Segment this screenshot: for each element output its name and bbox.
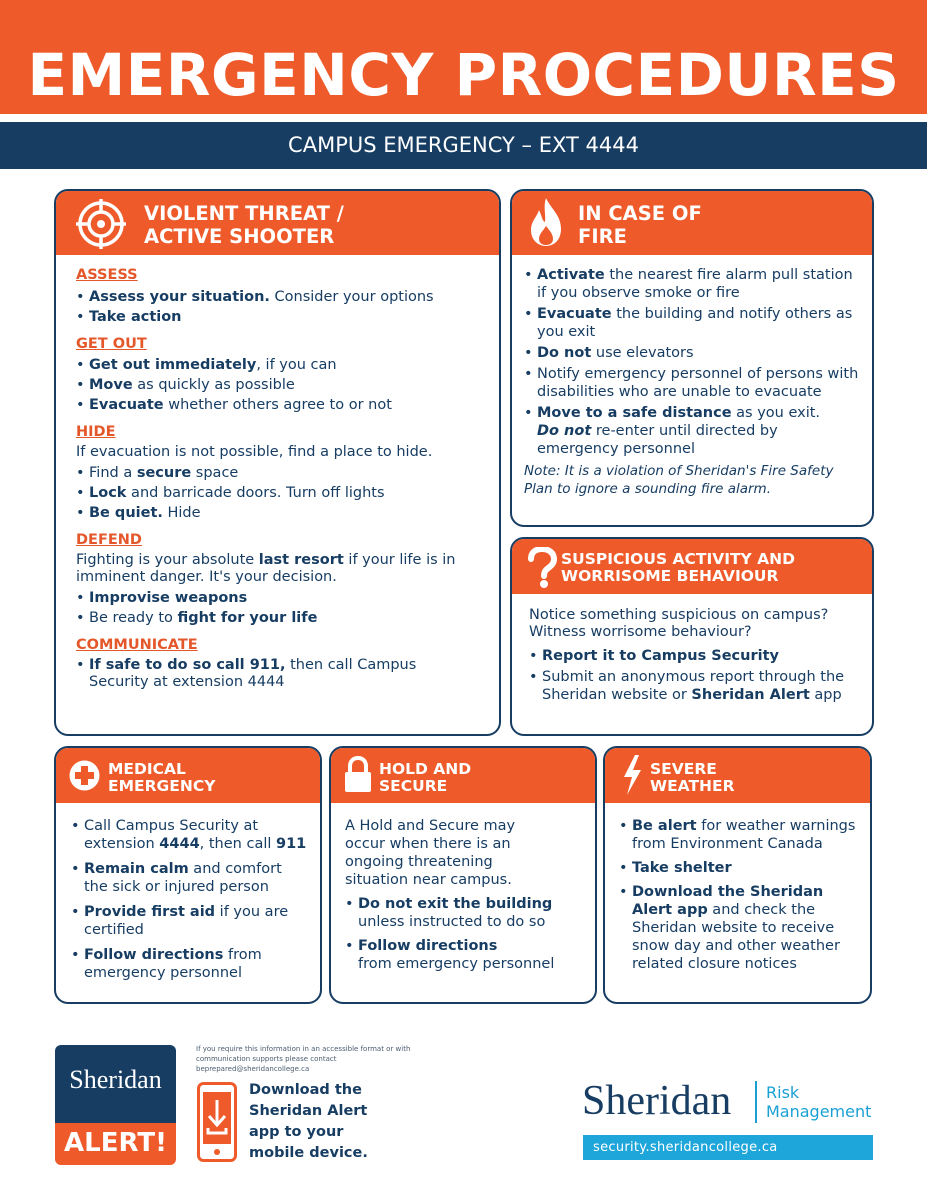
suspicious-title: SUSPICIOUS ACTIVITY AND WORRISOME BEHAVIOUR — [561, 550, 796, 585]
padlock-icon — [344, 756, 372, 794]
list-item: • Be quiet. Hide — [76, 504, 479, 522]
list-item: • Do not exit the building unless instructed to do so — [345, 895, 585, 931]
list-item: • Evacuate the building and notify others as you exit — [524, 305, 860, 341]
hide-heading: HIDE — [76, 424, 116, 440]
medical-cross-icon — [68, 759, 101, 792]
list-item: • Improvise weapons — [76, 589, 479, 607]
fire-note: Note: It is a violation of Sheridan's Fire Safety Plan to ignore a sounding fire alarm. — [524, 463, 834, 497]
page-title: EMERGENCY PROCEDURES — [27, 41, 900, 109]
security-website-link[interactable]: security.sheridancollege.ca — [593, 1140, 778, 1155]
list-item: • Find a secure space — [76, 464, 479, 482]
list-item: • Move to a safe distance as you exit. Do not re-enter until directed by emergency personnel — [524, 404, 860, 458]
hide-intro: If evacuation is not possible, find a place to hide. — [76, 444, 433, 460]
list-item: • Take shelter — [619, 859, 860, 877]
medical-title: MEDICAL EMERGENCY — [108, 760, 216, 795]
communicate-heading: COMMUNICATE — [76, 637, 198, 653]
severe-weather-title: SEVERE WEATHER — [650, 760, 735, 795]
fire-body — [512, 266, 872, 498]
medical-card — [54, 746, 322, 1004]
list-item: • Notify emergency personnel of persons with disabilities who are unable to evacuate — [524, 365, 860, 401]
list-item: • Be ready to fight for your life — [76, 609, 479, 627]
list-item: • Evacuate whether others agree to or not — [76, 396, 479, 414]
list-item: • If safe to do so call 911, then call Campus Security at extension 4444 — [76, 657, 479, 691]
severe-weather-header — [605, 748, 870, 803]
fire-title: IN CASE OF FIRE — [578, 202, 702, 248]
severe-weather-body — [605, 817, 870, 976]
defend-heading: DEFEND — [76, 532, 142, 548]
list-item: • Assess your situation. Consider your options — [76, 288, 479, 306]
hold-secure-intro: A Hold and Secure may occur when there is an ongoing threatening situation near campus. — [345, 818, 516, 888]
hold-secure-title: HOLD AND SECURE — [379, 760, 472, 795]
download-app-text: Download the Sheridan Alert app to your mobile device. — [249, 1082, 368, 1161]
list-item: • Call Campus Security at extension 4444, then call 911 — [71, 817, 310, 853]
assess-heading: ASSESS — [76, 267, 138, 283]
list-item: • Provide first aid if you are certified — [71, 903, 310, 939]
lightning-bolt-icon — [621, 754, 643, 796]
list-item: • Take action — [76, 308, 479, 326]
list-item: • Get out immediately, if you can — [76, 356, 479, 374]
flame-icon — [529, 196, 563, 248]
suspicious-body — [512, 607, 872, 707]
list-item: • Activate the nearest fire alarm pull station if you observe smoke or fire — [524, 266, 860, 302]
list-item: • Follow directions from emergency personnel — [71, 946, 310, 982]
list-item: • Move as quickly as possible — [76, 376, 479, 394]
list-item: • Do not use elevators — [524, 344, 860, 362]
risk-management-label: Risk Management — [766, 1083, 872, 1121]
list-item: • Be alert for weather warnings from Environment Canada — [619, 817, 860, 853]
crosshair-icon — [76, 199, 126, 249]
list-item: • Follow directions from emergency personnel — [345, 937, 585, 973]
phone-download-icon — [197, 1082, 237, 1162]
violent-threat-body — [56, 266, 499, 691]
severe-weather-card — [603, 746, 872, 1004]
emergency-extension: CAMPUS EMERGENCY – EXT 4444 — [288, 133, 639, 157]
fire-card — [510, 189, 874, 527]
logo-sheridan-text: Sheridan — [69, 1065, 162, 1094]
suspicious-card — [510, 537, 874, 736]
suspicious-intro: Notice something suspicious on campus? Witness worrisome behaviour? — [529, 607, 829, 640]
hold-secure-body — [331, 817, 595, 976]
list-item: • Download the Sheridan Alert app and check the Sheridan website to receive snow day and other weather related closure notices — [619, 883, 860, 973]
brand-divider — [755, 1081, 757, 1123]
sheridan-brand-name: Sheridan — [582, 1078, 732, 1124]
accessibility-notice: If you require this information in an accessible format or with communication supports please contact beprepared@sheridancollege.ca — [196, 1045, 411, 1073]
violent-threat-title: VIOLENT THREAT / ACTIVE SHOOTER — [144, 202, 344, 248]
defend-intro: Fighting is your absolute last resort if your life is in imminent danger. It's your decision. — [76, 552, 456, 585]
question-mark-icon — [526, 547, 558, 589]
hold-secure-card — [329, 746, 597, 1004]
violent-threat-card — [54, 189, 501, 736]
list-item: • Submit an anonymous report through the Sheridan website or Sheridan Alert app — [529, 668, 858, 704]
get-out-heading: GET OUT — [76, 336, 147, 352]
list-item: • Remain calm and comfort the sick or injured person — [71, 860, 310, 896]
medical-body — [56, 817, 320, 985]
list-item: • Report it to Campus Security — [529, 647, 858, 665]
sheridan-alert-logo — [55, 1045, 176, 1165]
logo-alert-text: ALERT! — [64, 1128, 167, 1158]
list-item: • Lock and barricade doors. Turn off lights — [76, 484, 479, 502]
